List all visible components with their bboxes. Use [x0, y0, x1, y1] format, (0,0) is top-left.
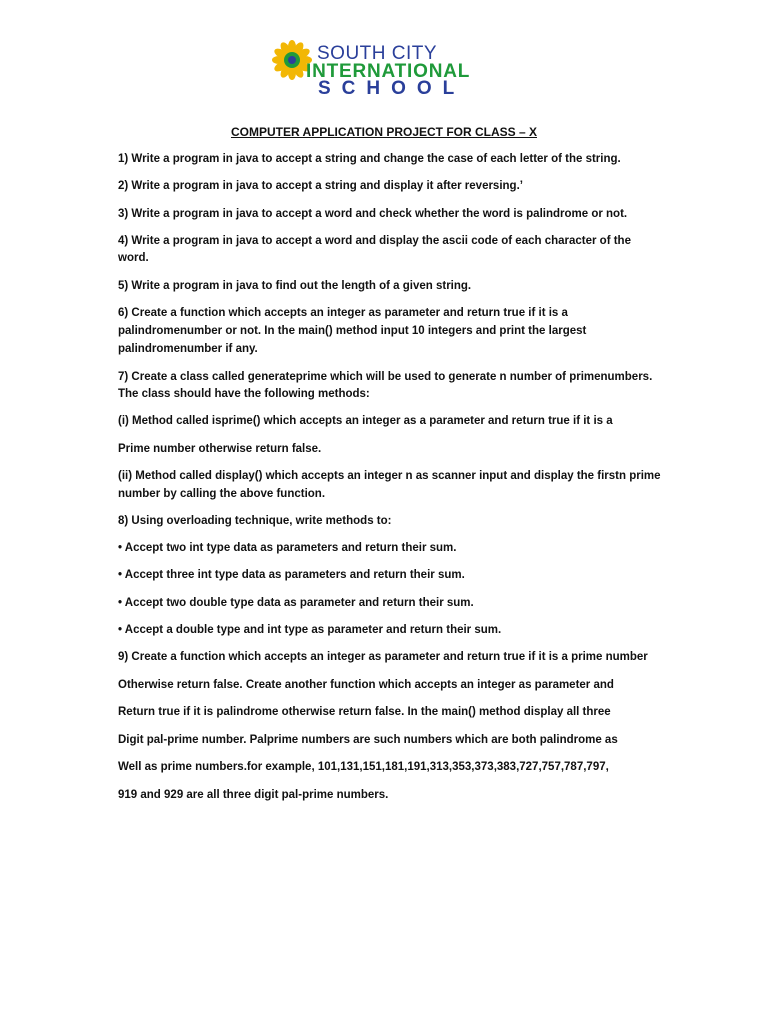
text-line: palindromenumber if any. — [118, 343, 258, 355]
logo-text-south-city: SOUTH CITY — [317, 43, 438, 64]
text-line: word. — [118, 252, 149, 264]
text-line: 3) Write a program in java to accept a word and check whether the word is palindrome or not. — [118, 208, 628, 220]
logo-text-school: SCHOOL — [318, 78, 466, 99]
school-logo — [270, 40, 504, 102]
text-line: The class should have the following methods: — [118, 388, 370, 400]
text-line: Prime number otherwise return false. — [118, 443, 322, 455]
text-line: 4) Write a program in java to accept a word and display the ascii code of each character of the — [118, 235, 631, 247]
text-line: 2) Write a program in java to accept a string and display it after reversing.’ — [118, 180, 523, 192]
text-line: • Accept two int type data as parameters and return their sum. — [118, 542, 457, 554]
page-title: COMPUTER APPLICATION PROJECT FOR CLASS – X — [230, 125, 538, 139]
text-line: number by calling the above function. — [118, 488, 326, 500]
text-line: 1) Write a program in java to accept a string and change the case of each letter of the string. — [118, 153, 621, 165]
text-line: • Accept two double type data as parameter and return their sum. — [118, 597, 474, 609]
text-line: (ii) Method called display() which accepts an integer n as scanner input and display the firstn prime — [118, 470, 661, 482]
text-line: Well as prime numbers.for example, 101,131,151,181,191,313,353,373,383,727,757,787,797, — [118, 761, 609, 773]
logo-text-international: INTERNATIONAL — [306, 61, 471, 82]
text-line: (i) Method called isprime() which accepts an integer as a parameter and return true if it is a — [118, 415, 613, 427]
text-line: 919 and 929 are all three digit pal-prime numbers. — [118, 789, 389, 801]
text-line: Return true if it is palindrome otherwise return false. In the main() method display all three — [118, 706, 611, 718]
text-line: Digit pal-prime number. Palprime numbers are such numbers which are both palindrome as — [118, 734, 618, 746]
text-line: 7) Create a class called generateprime which will be used to generate n number of primenumbers. — [118, 371, 653, 383]
text-line: palindromenumber or not. In the main() method input 10 integers and print the largest — [118, 325, 587, 337]
text-line: 8) Using overloading technique, write methods to: — [118, 515, 392, 527]
text-line: 9) Create a function which accepts an integer as parameter and return true if it is a prime number — [118, 651, 648, 663]
text-line: 6) Create a function which accepts an integer as parameter and return true if it is a — [118, 307, 568, 319]
text-line: 5) Write a program in java to find out the length of a given string. — [118, 280, 472, 292]
text-line: Otherwise return false. Create another function which accepts an integer as parameter and — [118, 679, 614, 691]
text-line: • Accept a double type and int type as parameter and return their sum. — [118, 624, 502, 636]
text-line: • Accept three int type data as parameters and return their sum. — [118, 569, 465, 581]
